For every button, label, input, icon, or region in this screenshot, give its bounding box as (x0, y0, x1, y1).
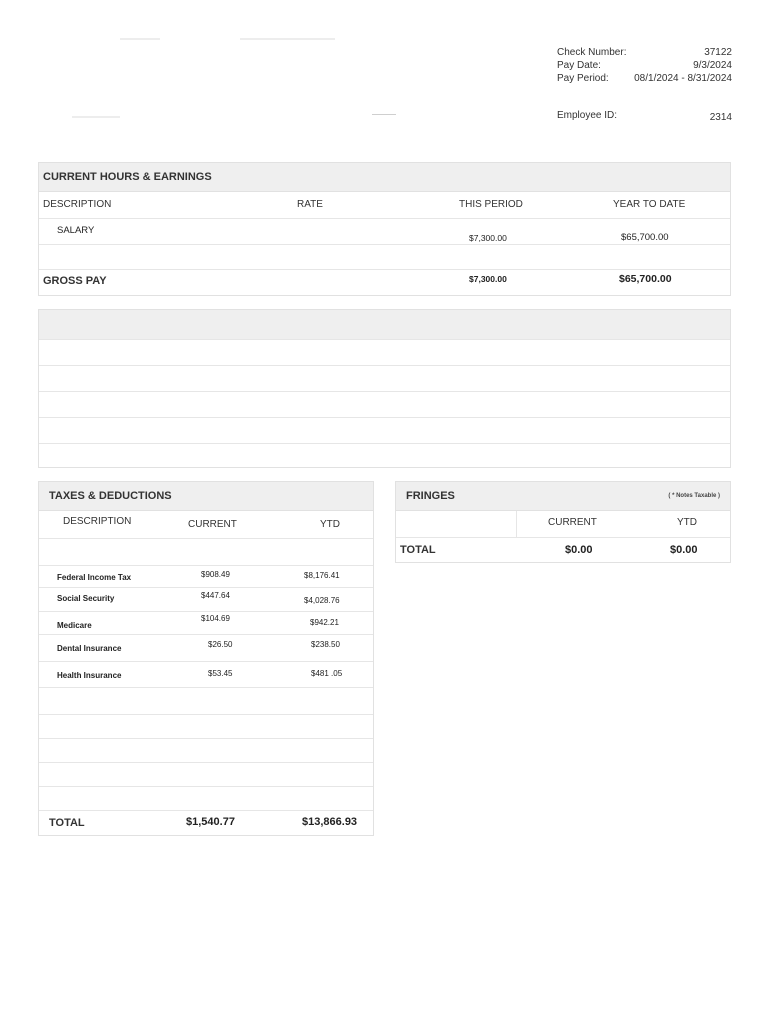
fringes-title: FRINGES (406, 490, 455, 502)
tax-ytd: $238.50 (311, 640, 340, 649)
earnings-this-period: $7,300.00 (469, 233, 507, 243)
pay-date-label: Pay Date: (557, 60, 601, 71)
tax-ytd: $481 .05 (311, 669, 343, 678)
tax-row (39, 566, 373, 588)
tax-row (39, 635, 373, 662)
tax-ytd: $8,176.41 (304, 571, 340, 580)
employee-id-value: 2314 (709, 112, 732, 123)
earnings-ytd: $65,700.00 (621, 232, 669, 243)
pay-period-value: 08/1/2024 - 8/31/2024 (634, 73, 732, 84)
redacted-mark (372, 114, 396, 115)
tax-row (39, 588, 373, 612)
tax-description: Social Security (57, 594, 115, 603)
tax-current: $908.49 (201, 570, 230, 579)
empty-row (39, 340, 730, 366)
redacted-mark (240, 38, 335, 40)
taxes-blank-row (39, 787, 373, 811)
tax-current: $447.64 (201, 591, 230, 600)
col-ytd: YTD (320, 519, 340, 530)
col-current: CURRENT (188, 519, 237, 530)
taxes-total-label: TOTAL (49, 817, 85, 829)
gross-pay-ytd: $65,700.00 (619, 273, 672, 285)
col-this-period: THIS PERIOD (459, 199, 523, 210)
tax-description: Federal Income Tax (57, 573, 132, 582)
taxes-blank-row (39, 688, 373, 715)
col-rate: RATE (297, 199, 323, 210)
tax-row (39, 662, 373, 688)
col-description: DESCRIPTION (43, 199, 112, 210)
earnings-blank-row (39, 245, 730, 270)
taxes-total-row (39, 811, 373, 837)
taxes-panel (38, 481, 374, 836)
check-number-value: 37122 (704, 47, 732, 58)
pay-period-row (557, 72, 732, 85)
tax-ytd: $4,028.76 (304, 596, 340, 605)
pay-period-label: Pay Period: (557, 73, 609, 84)
empty-row (39, 444, 730, 469)
check-number-label: Check Number: (557, 47, 627, 58)
col-year-to-date: YEAR TO DATE (613, 199, 686, 210)
check-info (557, 46, 732, 85)
taxes-column-headers (39, 511, 373, 539)
empty-row (39, 392, 730, 418)
taxes-total-ytd: $13,866.93 (302, 816, 358, 828)
tax-current: $104.69 (201, 614, 230, 623)
redacted-mark (72, 116, 120, 118)
tax-ytd: $942.21 (310, 618, 339, 627)
fringes-total-current: $0.00 (565, 544, 593, 556)
fringes-title-bar (396, 482, 730, 511)
empty-row (39, 418, 730, 444)
fringes-column-headers (396, 511, 730, 538)
pay-date-value: 9/3/2024 (693, 60, 732, 71)
gross-pay-this-period: $7,300.00 (469, 274, 507, 284)
tax-description: Medicare (57, 621, 92, 630)
col-ytd: YTD (677, 517, 697, 528)
col-description: DESCRIPTION (63, 516, 132, 527)
fringes-total-row (396, 538, 730, 564)
pay-date-row (557, 59, 732, 72)
earnings-panel (38, 162, 731, 296)
taxes-title: TAXES & DEDUCTIONS (39, 482, 373, 511)
taxes-blank-row (39, 715, 373, 739)
tax-current: $53.45 (208, 669, 233, 678)
redacted-mark (120, 38, 160, 40)
earnings-description: SALARY (57, 225, 95, 236)
gross-pay-label: GROSS PAY (43, 275, 107, 287)
employee-id-row (557, 108, 732, 124)
taxes-blank-row (39, 739, 373, 763)
earnings-column-headers (39, 192, 730, 219)
check-number-row (557, 46, 732, 59)
fringes-panel (395, 481, 731, 563)
col-current: CURRENT (548, 517, 597, 528)
empty-row (39, 366, 730, 392)
fringes-total-label: TOTAL (400, 544, 436, 556)
earnings-row (39, 219, 730, 245)
empty-panel-header (39, 310, 730, 340)
taxes-blank-row (39, 763, 373, 787)
tax-description: Health Insurance (57, 671, 122, 680)
taxes-blank-row (39, 539, 373, 566)
tax-row (39, 612, 373, 635)
empty-panel (38, 309, 731, 468)
column-divider (516, 511, 517, 537)
gross-pay-row (39, 270, 730, 296)
taxes-total-current: $1,540.77 (186, 816, 235, 828)
fringes-total-ytd: $0.00 (670, 544, 698, 556)
tax-description: Dental Insurance (57, 644, 122, 653)
employee-info (557, 108, 732, 124)
employee-id-label: Employee ID: (557, 110, 618, 121)
tax-current: $26.50 (208, 640, 233, 649)
fringes-note: ( * Notes Taxable ) (668, 493, 720, 499)
earnings-title: CURRENT HOURS & EARNINGS (39, 163, 730, 192)
